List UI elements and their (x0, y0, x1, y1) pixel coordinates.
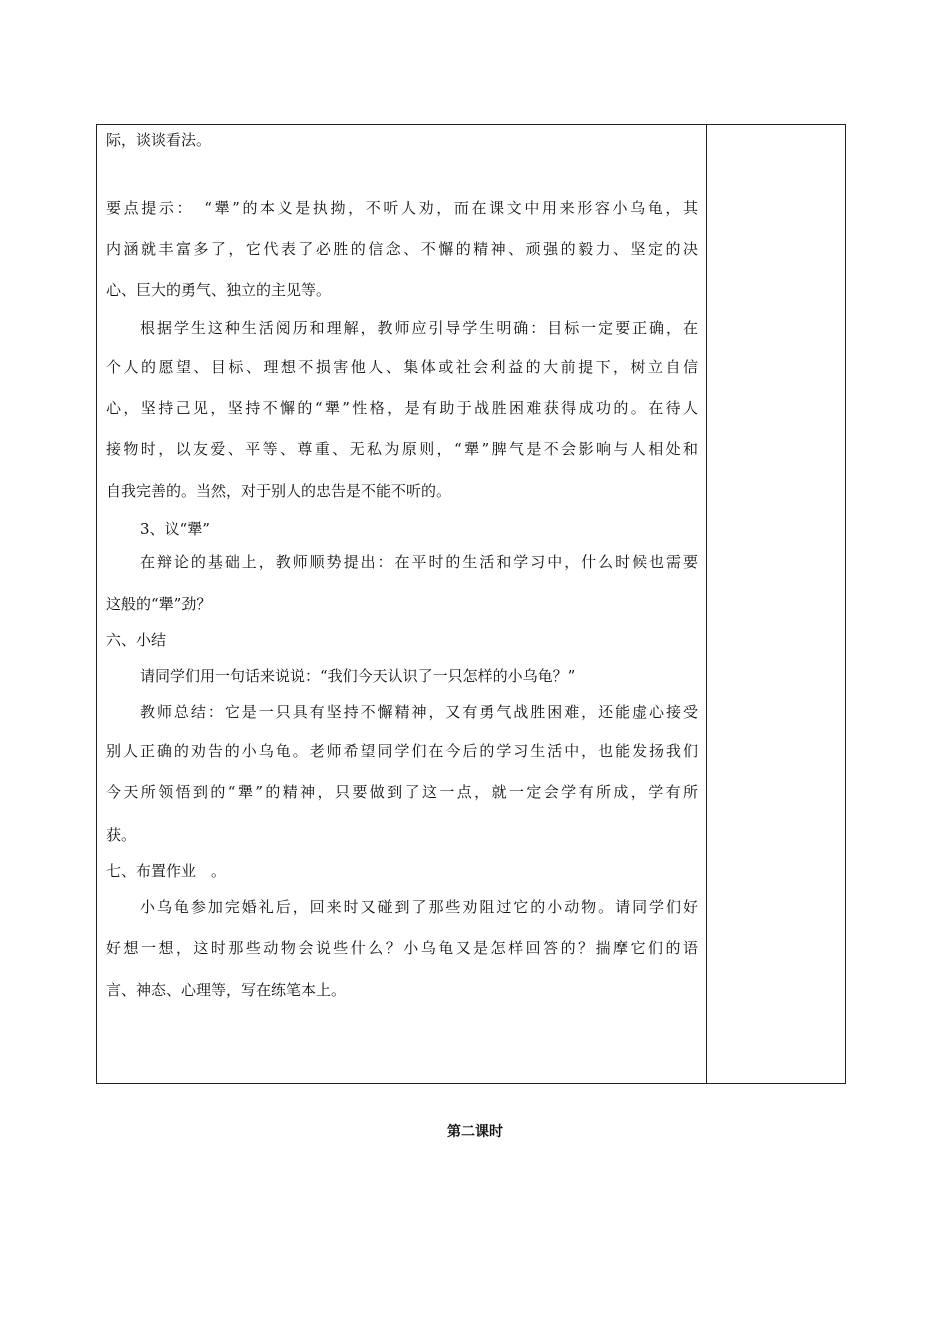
section-title: 第二课时 (447, 1124, 503, 1140)
paragraph-line: 教师总结：它是一只具有坚持不懈精神，又有勇气战胜困难，还能虚心接受 (140, 703, 698, 721)
lesson-content-cell (97, 125, 707, 1083)
text-line: 今天所领悟到的“犟”的精神，只要做到了这一点，就一定会学有所成，学有所 (106, 783, 698, 801)
paragraph-line: 请同学们用一句话来说说：“我们今天认识了一只怎样的小乌龟？” (140, 667, 576, 685)
text-line: 内涵就丰富多了，它代表了必胜的信念、不懈的精神、顽强的毅力、坚定的决 (106, 240, 698, 258)
paragraph-line: 在辩论的基础上，教师顺势提出：在平时的生活和学习中，什么时候也需要 (140, 553, 698, 571)
lesson-plan-table (96, 124, 846, 1084)
text-line: 获。 (106, 826, 137, 844)
section-heading-homework: 七、布置作业 。 (106, 862, 227, 880)
text-line: 接物时，以友爱、平等、尊重、无私为原则，“犟”脾气是不会影响与人相处和 (106, 440, 698, 458)
text-line: 好想一想，这时那些动物会说些什么？小乌龟又是怎样回答的？揣摩它们的语 (106, 939, 698, 957)
text-line: 际，谈谈看法。 (106, 131, 212, 149)
text-line: 别人正确的劝告的小乌龟。老师希望同学们在今后的学习生活中，也能发扬我们 (106, 742, 698, 760)
section-heading-summary: 六、小结 (106, 631, 167, 649)
text-line: 个人的愿望、目标、理想不损害他人、集体或社会利益的大前提下，树立自信 (106, 358, 698, 376)
text-line: 言、神态、心理等，写在练笔本上。 (106, 981, 347, 999)
paragraph-line: 根据学生这种生活阅历和理解，教师应引导学生明确：目标一定要正确，在 (140, 319, 698, 337)
subsection-heading: 3、议“犟” (140, 520, 210, 538)
notes-cell (707, 125, 845, 1083)
text-line: 心，坚持己见，坚持不懈的“犟”性格，是有助于战胜困难获得成功的。在待人 (106, 399, 698, 417)
text-line: 自我完善的。当然，对于别人的忠告是不能不听的。 (106, 482, 452, 500)
text-line: 这般的“犟”劲？ (106, 595, 212, 613)
text-line: 心、巨大的勇气、独立的主见等。 (106, 281, 332, 299)
paragraph-line: 小乌龟参加完婚礼后，回来时又碰到了那些劝阻过它的小动物。请同学们好 (140, 898, 698, 916)
key-points-line: 要点提示： “犟”的本义是执拗，不听人劝，而在课文中用来形容小乌龟，其 (106, 199, 698, 217)
